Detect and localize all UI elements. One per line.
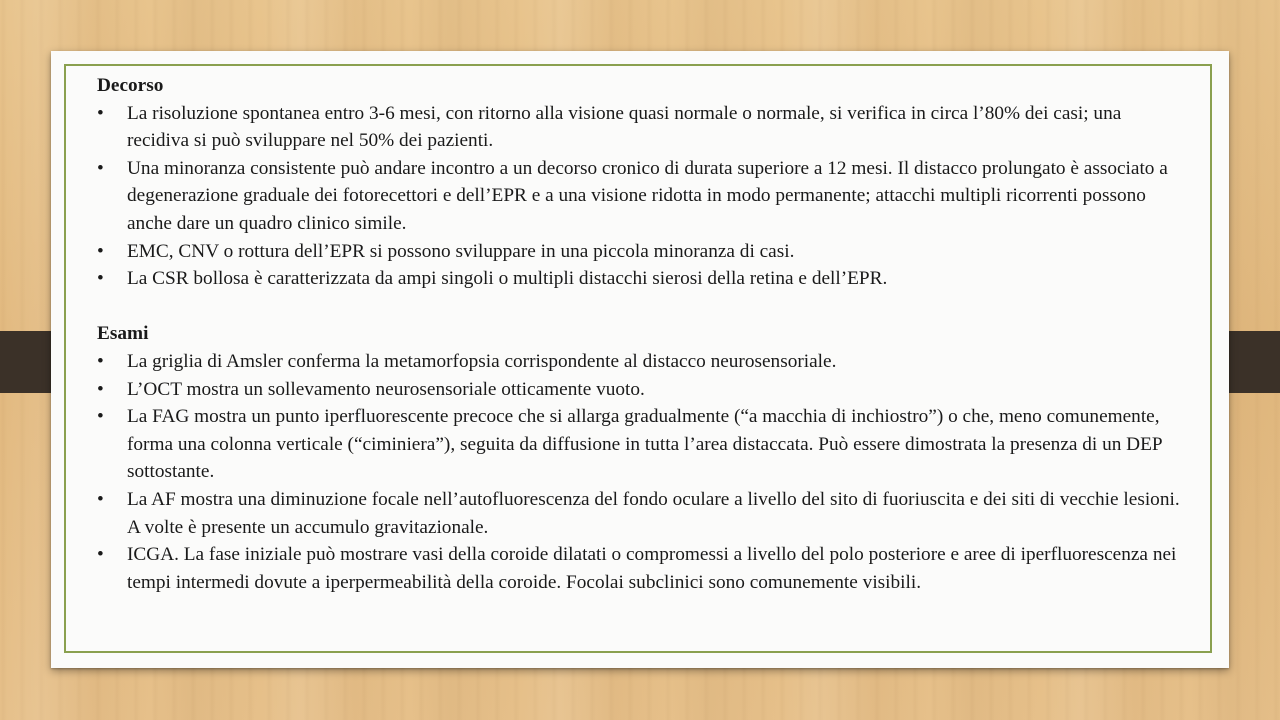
- list-item: [97, 486, 1187, 541]
- section-esami: [97, 320, 1187, 596]
- list-item-text: La CSR bollosa è caratterizzata da ampi singoli o multipli distacchi sierosi della retina e dell’EPR.: [127, 268, 888, 290]
- list-item-text: La AF mostra una diminuzione focale nell’autofluorescenza del fondo oculare a livello del sito di fuoriuscita e dei siti di vecchie lesioni. A volte è presente un accumulo gravitazionale.: [127, 488, 1180, 538]
- decorative-band-left: [0, 331, 52, 393]
- list-item-text: ICGA. La fase iniziale può mostrare vasi della coroide dilatati o compromessi a livello del polo posteriore e aree di iperfluorescenza nei tempi intermedi dovute a iperpermeabilità della coroide. Focolai subclinici sono comunemente visibili.: [127, 544, 1177, 593]
- list-item-text: La griglia di Amsler conferma la metamorfopsia corrispondente al distacco neurosensoriale.: [127, 350, 837, 372]
- bullet-icon: •: [97, 157, 104, 179]
- bullet-icon: •: [97, 350, 104, 372]
- bullet-icon: •: [97, 378, 104, 400]
- list-item: [97, 155, 1187, 238]
- list-item: [97, 376, 1187, 404]
- section-decorso: [97, 72, 1187, 293]
- section-heading: Esami: [97, 323, 149, 345]
- list-item: [97, 348, 1187, 376]
- bullet-list: [97, 100, 1187, 293]
- bullet-list: [97, 348, 1187, 596]
- bullet-icon: •: [97, 544, 104, 566]
- list-item: [97, 238, 1187, 266]
- list-item: [97, 541, 1187, 596]
- list-item: [97, 403, 1187, 486]
- bullet-icon: •: [97, 488, 104, 510]
- bullet-icon: •: [97, 102, 104, 124]
- slide-content: [97, 72, 1187, 596]
- bullet-icon: •: [97, 240, 104, 262]
- bullet-icon: •: [97, 268, 104, 290]
- list-item: [97, 100, 1187, 155]
- bullet-icon: •: [97, 406, 104, 428]
- list-item-text: L’OCT mostra un sollevamento neurosensoriale otticamente vuoto.: [127, 378, 645, 400]
- list-item-text: EMC, CNV o rottura dell’EPR si possono sviluppare in una piccola minoranza di casi.: [127, 240, 795, 262]
- list-item-text: La risoluzione spontanea entro 3-6 mesi, con ritorno alla visione quasi normale o normale, si verifica in circa l’80% dei casi; una recidiva si può sviluppare nel 50% dei pazienti.: [127, 102, 1122, 152]
- section-spacer: [97, 293, 1187, 321]
- list-item: [97, 265, 1187, 293]
- list-item-text: La FAG mostra un punto iperfluorescente precoce che si allarga gradualmente (“a macchia di inchiostro”) o che, meno comunemente, forma una colonna verticale (“ciminiera”), seguita da diffusione in tutta l’area distaccata. Può essere dimostrata la presenza di un DEP sottostante.: [127, 406, 1162, 483]
- list-item-text: Una minoranza consistente può andare incontro a un decorso cronico di durata superiore a 12 mesi. Il distacco prolungato è associato a degenerazione graduale dei fotorecettori e dell’EPR e a una visione ridotta in modo permanente; attacchi multipli ricorrenti possono anche dare un quadro clinico simile.: [127, 157, 1168, 234]
- section-heading: Decorso: [97, 75, 164, 96]
- slide-card: [51, 51, 1229, 668]
